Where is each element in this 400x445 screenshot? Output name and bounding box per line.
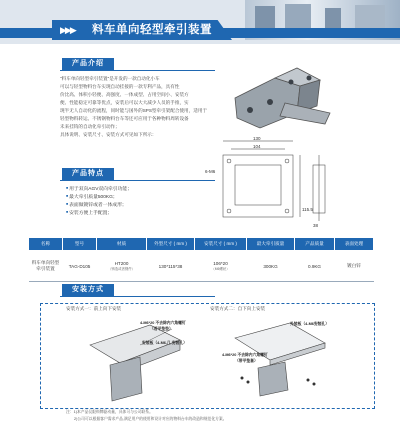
cell-material: HT200 （铸造或者钢件） <box>97 251 147 282</box>
cell-size: 130*115*38 <box>147 251 195 282</box>
callout-plate-1: 安装板（4-M6,几 安装孔） <box>142 341 187 345</box>
note-line: 注：1)本产品仅限料牌驱动量，具体可与公司联系。 <box>66 410 153 414</box>
col-header: 产品质量 <box>295 238 335 251</box>
header-arrows: ▶▶▶ <box>60 25 75 35</box>
section-label-features: 产品特点 <box>62 168 114 180</box>
install-method-1: 安装方式一：前上向下安装 <box>66 306 122 311</box>
dim-top-outer: 130 <box>253 136 261 141</box>
col-header: 表面处理 <box>335 238 374 251</box>
col-header: 外型尺寸 ( mm ) <box>147 238 195 251</box>
callout-screw-2-sub: （带平垫套） <box>235 359 258 363</box>
dim-top-inner: 104 <box>253 144 261 149</box>
feature-item: ■ 安装方便上手配置； <box>66 208 112 219</box>
feature-item: ■ 用于双向AGV双向牵引功能； <box>66 184 132 195</box>
cell-install: 106*20 （M6螺丝） <box>195 251 247 282</box>
col-header: 安装尺寸 ( mm ) <box>195 238 247 251</box>
divider <box>60 296 215 297</box>
col-header: 最大牵引质量 <box>247 238 295 251</box>
product-photo <box>225 58 335 136</box>
table-header-row <box>29 238 374 251</box>
spec-table <box>28 237 374 282</box>
cell-max-load: 300KG <box>247 251 295 282</box>
cell-model: TAG-D105 <box>63 251 97 282</box>
intro-paragraph: "料车单向轻型牵引装置"是开发的一款自动化小车 可以与轻型物料台车实现自动挂接的一款专利产品，具有性 价比高、体积小轻便、高强度、一体成型、占用空间小、安装方 便、性能稳定可靠等优点，安装后可以大大减少人员的手推，实 现半无人自动化的流程，同时能与国外的SPS型牵引架配合使用，适用于 轻型物料转运、不锈钢物料台车等还可应用于各种物料周转设备 未来挂钩的自动化牵引动作； 具体说明、安装尺寸、安装方式可见如下所示： <box>60 76 208 137</box>
dim-left: 6-M6 <box>205 169 216 174</box>
dim-small: 38 <box>313 223 319 228</box>
technical-drawing <box>205 135 345 230</box>
callout-screw-2: 4-M6*20 不去除内六角螺钉 <box>222 353 268 357</box>
dim-right: 115.5 <box>302 207 313 212</box>
callout-plate-2: 外装板（4-M6安装孔） <box>290 322 330 326</box>
feature-item: ■ 表面做镀锌或者一体成形； <box>66 200 127 211</box>
install-diagram-1 <box>80 315 190 405</box>
feature-item: ■ 最大牵引质量500KG； <box>66 192 118 203</box>
cell-surface: 镀白锌 <box>335 251 374 282</box>
callout-screw-1-sub: （若平垫垫） <box>150 327 173 331</box>
section-label-install: 安装方式 <box>62 284 114 296</box>
divider <box>60 180 215 181</box>
table-row <box>29 251 374 282</box>
note-line: 2)公司可以根据客户需求产品,满足用户的使用和设计对应的物料台车的改造和规范化方案。 <box>74 417 227 421</box>
cell-name: 料车单向轻型牵引装置 <box>29 251 63 282</box>
page-title: 料车单向轻型牵引装置 <box>92 24 212 36</box>
callout-screw-1: 4-M6*20 不去除内六角螺钉 <box>140 321 186 325</box>
col-header: 材质 <box>97 238 147 251</box>
divider <box>60 70 215 71</box>
cell-weight: 0.9KG <box>295 251 335 282</box>
section-label-intro: 产品介绍 <box>62 58 114 70</box>
col-header: 名称 <box>29 238 63 251</box>
install-method-2: 安装方式二：自下向上安装 <box>210 306 266 311</box>
col-header: 型号 <box>63 238 97 251</box>
